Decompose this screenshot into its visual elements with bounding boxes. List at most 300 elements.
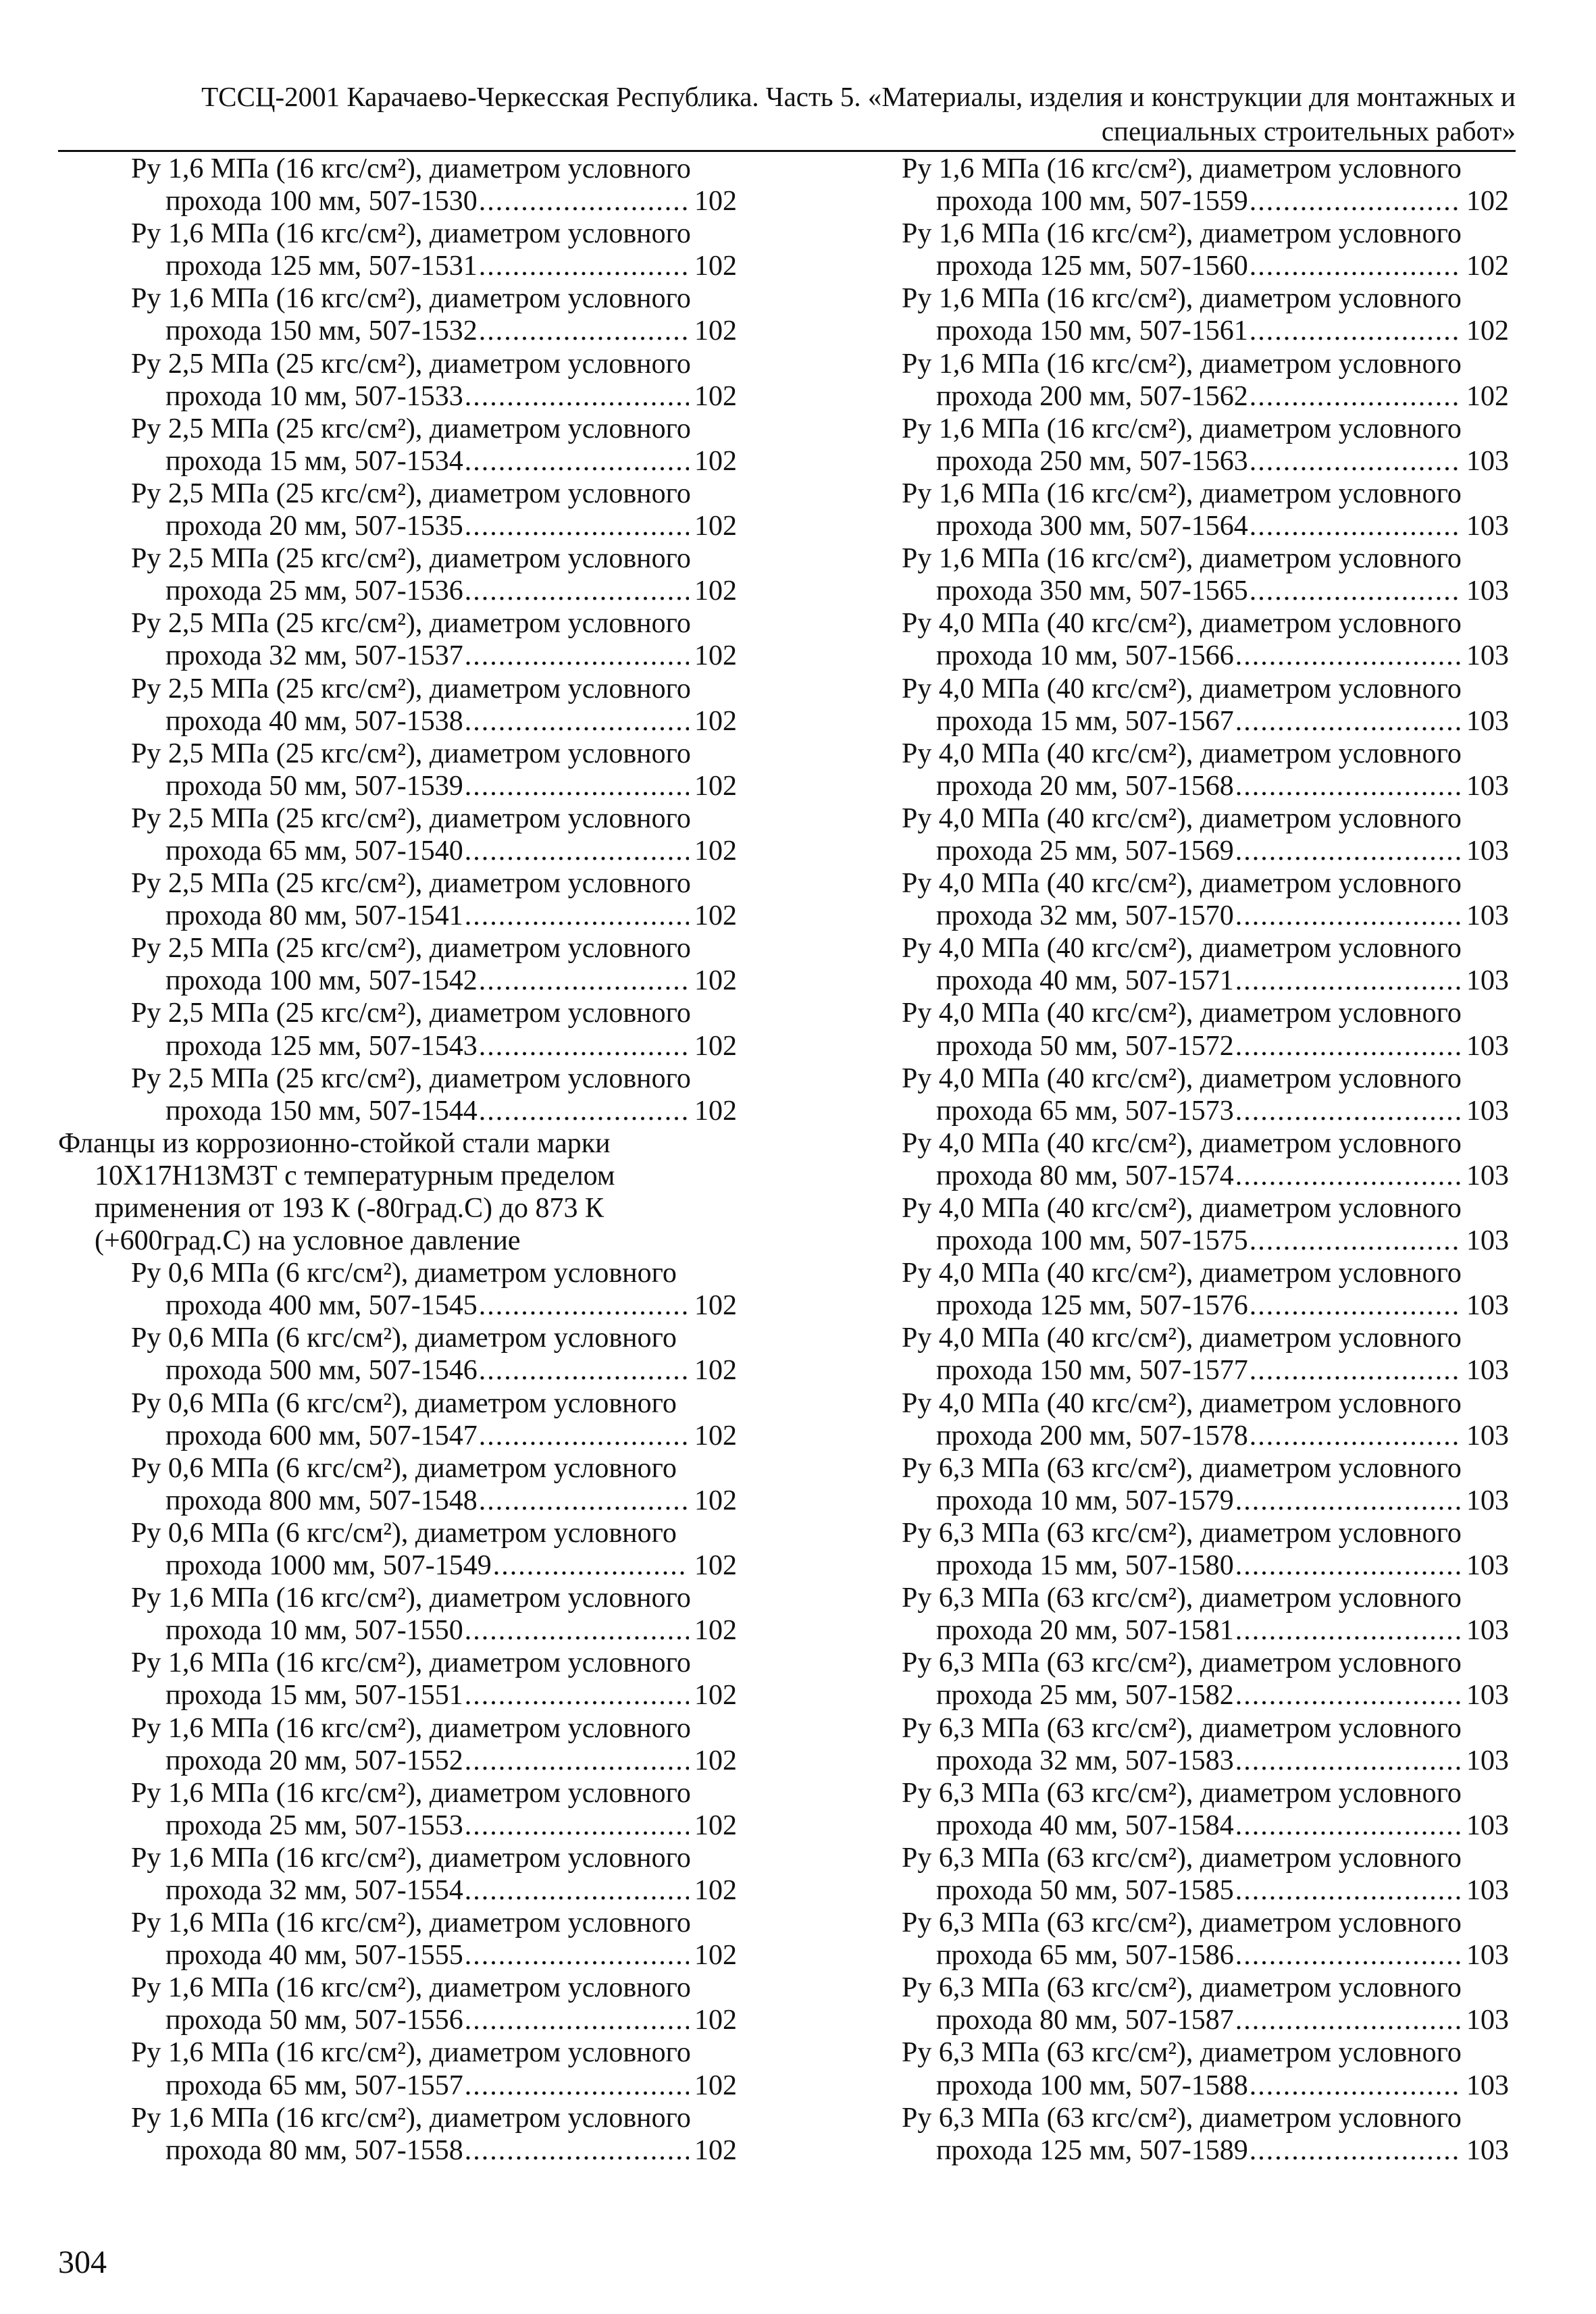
index-entry-line1: Ру 1,6 МПа (16 кгс/см²), диаметром условного: [131, 283, 691, 315]
dot-leader: [465, 640, 689, 672]
page-ref: 103: [1466, 835, 1509, 867]
index-entry-line2: [58, 900, 737, 932]
entry-text: прохода 100 мм, 507-1542: [165, 965, 478, 997]
index-entry-line2: [58, 1354, 737, 1387]
index-entry-line1: Ру 4,0 МПа (40 кгс/см²), диаметром условного: [902, 1193, 1462, 1224]
index-entry-line2: [902, 1549, 1509, 1582]
page-ref: 102: [694, 1680, 737, 1712]
index-entry-line2: [58, 250, 737, 282]
index-entry-line2: [58, 1549, 737, 1582]
index-entry-line1: Ру 4,0 МПа (40 кгс/см²), диаметром условного: [902, 738, 1462, 769]
index-entry-line2: [902, 900, 1509, 932]
page-ref: 103: [1466, 1355, 1509, 1387]
dot-leader: [465, 1874, 689, 1907]
index-entry-line2: [902, 1679, 1509, 1712]
index-entry-line2: [58, 2134, 737, 2167]
dot-leader: [479, 315, 689, 347]
dot-leader: [1235, 1095, 1461, 1127]
index-entry-line1: Ру 1,6 МПа (16 кгс/см²), диаметром условного: [131, 2102, 691, 2134]
running-header: [58, 80, 1516, 149]
entry-text: прохода 25 мм, 507-1553: [165, 1809, 463, 1841]
entry-text: прохода 32 мм, 507-1583: [936, 1745, 1234, 1776]
dot-leader: [479, 250, 689, 282]
index-entry-line1: Ру 6,3 МПа (63 кгс/см²), диаметром условного: [902, 2102, 1462, 2134]
entry-text: прохода 20 мм, 507-1581: [936, 1615, 1234, 1647]
page-ref: 103: [1466, 1615, 1509, 1647]
index-entry-line1: Ру 1,6 МПа (16 кгс/см²), диаметром условного: [902, 348, 1462, 380]
entry-text: прохода 20 мм, 507-1552: [165, 1745, 463, 1776]
index-entry-line1: Ру 4,0 МПа (40 кгс/см²), диаметром условного: [902, 802, 1462, 834]
entry-text: прохода 150 мм, 507-1577: [936, 1355, 1248, 1387]
index-entry-line2: [58, 1289, 737, 1322]
entry-text: прохода 125 мм, 507-1589: [936, 2134, 1248, 2166]
page-ref: 103: [1466, 445, 1509, 477]
entry-text: прохода 15 мм, 507-1551: [165, 1680, 463, 1712]
group-heading-line: применения от 193 К (-80град.С) до 873 К: [95, 1193, 604, 1224]
index-entry-line1: Ру 1,6 МПа (16 кгс/см²), диаметром условного: [902, 218, 1462, 250]
index-entry-line2: [58, 770, 737, 802]
page-ref: 103: [1466, 1745, 1509, 1776]
dot-leader: [1250, 185, 1461, 217]
dot-leader: [465, 2004, 689, 2036]
index-entry-line2: [58, 640, 737, 672]
index-entry-line2: [902, 1160, 1509, 1192]
entry-text: прохода 150 мм, 507-1544: [165, 1095, 478, 1127]
page-ref: 102: [694, 1420, 737, 1451]
page-ref: 102: [694, 1030, 737, 1062]
index-entry-line1: Ру 0,6 МПа (6 кгс/см²), диаметром условного: [131, 1322, 677, 1354]
index-entry-line1: Ру 6,3 МПа (63 кгс/см²), диаметром условного: [902, 1777, 1462, 1809]
entry-text: прохода 25 мм, 507-1536: [165, 575, 463, 607]
page-ref: 102: [694, 1550, 737, 1582]
header-line-1: ТССЦ-2001 Карачаево-Черкесская Республика. Часть 5. «Материалы, изделия и конструкции для монтажных и: [201, 81, 1516, 112]
dot-leader: [1250, 510, 1461, 542]
entry-text: прохода 100 мм, 507-1588: [936, 2069, 1248, 2101]
index-entry-line2: [58, 1485, 737, 1517]
index-entry-line1: Ру 2,5 МПа (25 кгс/см²), диаметром условного: [131, 998, 691, 1029]
entry-text: прохода 25 мм, 507-1569: [936, 835, 1234, 867]
entry-text: прохода 125 мм, 507-1560: [936, 251, 1248, 282]
page-ref: 102: [694, 770, 737, 802]
group-heading-line: (+600град.С) на условное давление: [95, 1225, 521, 1257]
page-ref: 102: [694, 835, 737, 867]
entry-text: прохода 65 мм, 507-1540: [165, 835, 463, 867]
index-entry-line2: [902, 835, 1509, 867]
index-entry-line1: Ру 4,0 МПа (40 кгс/см²), диаметром условного: [902, 933, 1462, 965]
dot-leader: [1235, 1809, 1461, 1842]
dot-leader: [465, 2069, 689, 2102]
index-entry-line1: Ру 2,5 МПа (25 кгс/см²), диаметром условного: [131, 1062, 691, 1094]
index-entry-line2: [58, 1939, 737, 1972]
page-ref: 102: [694, 1615, 737, 1647]
page-ref: 103: [1466, 1485, 1509, 1516]
index-entry-line2: [58, 315, 737, 347]
entry-text: прохода 80 мм, 507-1587: [936, 2005, 1234, 2036]
index-entry-line1: Ру 2,5 МПа (25 кгс/см²), диаметром условного: [131, 933, 691, 965]
page-ref: 103: [1466, 965, 1509, 997]
index-entry-line2: [58, 1874, 737, 1907]
index-entry-line2: [902, 705, 1509, 738]
index-entry-line1: Ру 6,3 МПа (63 кгс/см²), диаметром условного: [902, 1712, 1462, 1744]
dot-leader: [465, 770, 689, 802]
page-ref: 103: [1466, 1290, 1509, 1322]
index-entry-line2: [58, 2004, 737, 2036]
dot-leader: [479, 1030, 689, 1062]
index-entry-line1: Ру 1,6 МПа (16 кгс/см²), диаметром условного: [902, 153, 1462, 184]
page-ref: 103: [1466, 575, 1509, 607]
page-ref: 103: [1466, 1160, 1509, 1191]
page-ref: 102: [1466, 251, 1509, 282]
entry-text: прохода 32 мм, 507-1537: [165, 640, 463, 672]
entry-text: прохода 125 мм, 507-1543: [165, 1030, 478, 1062]
index-entry-line1: Ру 6,3 МПа (63 кгс/см²), диаметром условного: [902, 1647, 1462, 1679]
page-ref: 102: [694, 1940, 737, 1972]
index-entry-line1: Ру 6,3 МПа (63 кгс/см²), диаметром условного: [902, 1842, 1462, 1874]
page-ref: 102: [694, 1485, 737, 1516]
index-entry-line2: [58, 510, 737, 542]
entry-text: прохода 40 мм, 507-1571: [936, 965, 1234, 997]
page-ref: 103: [1466, 2005, 1509, 2036]
entry-text: прохода 50 мм, 507-1556: [165, 2005, 463, 2036]
page-ref: 102: [694, 965, 737, 997]
index-entry-line1: Ру 4,0 МПа (40 кгс/см²), диаметром условного: [902, 868, 1462, 900]
page-ref: 103: [1466, 1874, 1509, 1906]
entry-text: прохода 20 мм, 507-1568: [936, 770, 1234, 802]
dot-leader: [1235, 1030, 1461, 1062]
entry-text: прохода 10 мм, 507-1579: [936, 1485, 1234, 1516]
index-entry-line1: Ру 1,6 МПа (16 кгс/см²), диаметром условного: [131, 1907, 691, 1939]
dot-leader: [479, 185, 689, 217]
entry-text: прохода 20 мм, 507-1535: [165, 511, 463, 542]
dot-leader: [1250, 575, 1461, 607]
index-entry-line1: Ру 2,5 МПа (25 кгс/см²), диаметром условного: [131, 478, 691, 509]
index-entry-line1: Ру 2,5 МПа (25 кгс/см²), диаметром условного: [131, 673, 691, 704]
dot-leader: [1235, 1874, 1461, 1907]
entry-text: прохода 200 мм, 507-1562: [936, 380, 1248, 412]
index-entry-line2: [58, 1745, 737, 1777]
page-ref: 102: [1466, 315, 1509, 347]
left-column: [58, 153, 737, 2167]
index-entry-line1: Ру 6,3 МПа (63 кгс/см²), диаметром условного: [902, 1583, 1462, 1614]
dot-leader: [1235, 705, 1461, 738]
page-ref: 102: [694, 186, 737, 217]
page-ref: 103: [1466, 2069, 1509, 2101]
dot-leader: [1235, 835, 1461, 867]
index-entry-line1: Ру 2,5 МПа (25 кгс/см²), диаметром условного: [131, 413, 691, 444]
dot-leader: [1250, 1420, 1461, 1452]
page-ref: 102: [694, 251, 737, 282]
index-entry-line2: [58, 1679, 737, 1712]
dot-leader: [465, 705, 689, 738]
index-entry-line1: Ру 1,6 МПа (16 кгс/см²), диаметром условного: [131, 2037, 691, 2069]
index-entry-line1: Ру 0,6 МПа (6 кгс/см²), диаметром условного: [131, 1517, 677, 1549]
index-entry-line2: [902, 575, 1509, 607]
entry-text: прохода 200 мм, 507-1578: [936, 1420, 1248, 1451]
index-entry-line1: Ру 6,3 МПа (63 кгс/см²), диаметром условного: [902, 1907, 1462, 1939]
entry-text: прохода 125 мм, 507-1531: [165, 251, 478, 282]
index-entry-line1: Ру 4,0 МПа (40 кгс/см²), диаметром условного: [902, 1387, 1462, 1419]
entry-text: прохода 10 мм, 507-1566: [936, 640, 1234, 672]
page-ref: 103: [1466, 1225, 1509, 1257]
dot-leader: [1235, 1614, 1461, 1647]
dot-leader: [1235, 1939, 1461, 1972]
entry-text: прохода 15 мм, 507-1534: [165, 445, 463, 477]
entry-text: прохода 40 мм, 507-1538: [165, 705, 463, 737]
dot-leader: [465, 445, 689, 478]
page-ref: 102: [694, 1809, 737, 1841]
dot-leader: [1250, 315, 1461, 347]
dot-leader: [1250, 380, 1461, 413]
index-entry-line2: [58, 575, 737, 607]
dot-leader: [1235, 640, 1461, 672]
page-ref: 103: [1466, 1420, 1509, 1451]
index-entry-line1: Ру 4,0 МПа (40 кгс/см²), диаметром условного: [902, 673, 1462, 704]
index-entry-line1: Ру 1,6 МПа (16 кгс/см²), диаметром условного: [131, 1842, 691, 1874]
dot-leader: [493, 1549, 689, 1582]
entry-text: прохода 350 мм, 507-1565: [936, 575, 1248, 607]
index-entry-line1: Ру 4,0 МПа (40 кгс/см²), диаметром условного: [902, 1258, 1462, 1289]
dot-leader: [1250, 250, 1461, 282]
index-entry-line2: [902, 1420, 1509, 1452]
index-entry-line2: [902, 2004, 1509, 2036]
entry-text: прохода 15 мм, 507-1580: [936, 1550, 1234, 1582]
index-entry-line2: [58, 1420, 737, 1452]
dot-leader: [1235, 1745, 1461, 1777]
index-entry-line2: [58, 1030, 737, 1062]
dot-leader: [1235, 900, 1461, 932]
page-ref: 102: [694, 380, 737, 412]
header-line-2: специальных строительных работ»: [1101, 115, 1516, 147]
index-entry-line2: [58, 380, 737, 413]
right-column: [902, 153, 1509, 2167]
index-entry-line2: [902, 1289, 1509, 1322]
dot-leader: [465, 1809, 689, 1842]
dot-leader: [465, 1939, 689, 1972]
page-ref: 102: [694, 1095, 737, 1127]
page-ref: 103: [1466, 1680, 1509, 1712]
entry-text: прохода 500 мм, 507-1546: [165, 1355, 478, 1387]
dot-leader: [1235, 1549, 1461, 1582]
index-entry-line1: Ру 1,6 МПа (16 кгс/см²), диаметром условного: [131, 153, 691, 184]
index-entry-line2: [902, 965, 1509, 997]
entry-text: прохода 80 мм, 507-1558: [165, 2134, 463, 2166]
index-entry-line2: [58, 185, 737, 217]
index-entry-line2: [902, 1485, 1509, 1517]
page-ref: 102: [1466, 186, 1509, 217]
entry-text: прохода 25 мм, 507-1582: [936, 1680, 1234, 1712]
dot-leader: [479, 1485, 689, 1517]
dot-leader: [1250, 1289, 1461, 1322]
dot-leader: [1250, 1354, 1461, 1387]
index-entry-line1: Ру 6,3 МПа (63 кгс/см²), диаметром условного: [902, 1972, 1462, 2004]
index-entry-line1: Ру 4,0 МПа (40 кгс/см²), диаметром условного: [902, 1322, 1462, 1354]
dot-leader: [465, 1614, 689, 1647]
dot-leader: [1250, 2134, 1461, 2167]
index-entry-line1: Ру 2,5 МПа (25 кгс/см²), диаметром условного: [131, 543, 691, 575]
entry-text: прохода 40 мм, 507-1584: [936, 1809, 1234, 1841]
index-entry-line2: [902, 2134, 1509, 2167]
entry-text: прохода 100 мм, 507-1559: [936, 186, 1248, 217]
page-ref: 102: [694, 1874, 737, 1906]
page-ref: 102: [694, 511, 737, 542]
index-entry-line1: Ру 1,6 МПа (16 кгс/см²), диаметром условного: [902, 543, 1462, 575]
page-ref: 103: [1466, 1809, 1509, 1841]
entry-text: прохода 65 мм, 507-1557: [165, 2069, 463, 2101]
index-entry-line1: Ру 1,6 МПа (16 кгс/см²), диаметром условного: [131, 1777, 691, 1809]
index-entry-line2: [902, 185, 1509, 217]
index-entry-line1: Ру 1,6 МПа (16 кгс/см²), диаметром условного: [902, 283, 1462, 315]
dot-leader: [1235, 2004, 1461, 2036]
page-ref: 102: [694, 315, 737, 347]
dot-leader: [465, 510, 689, 542]
entry-text: прохода 600 мм, 507-1547: [165, 1420, 478, 1451]
index-entry-line1: Ру 0,6 МПа (6 кгс/см²), диаметром условного: [131, 1387, 677, 1419]
page-ref: 103: [1466, 900, 1509, 932]
index-entry-line2: [902, 1939, 1509, 1972]
index-entry-line2: [902, 1809, 1509, 1842]
index-entry-line2: [58, 965, 737, 997]
entry-text: прохода 250 мм, 507-1563: [936, 445, 1248, 477]
index-entry-line1: Ру 2,5 МПа (25 кгс/см²), диаметром условного: [131, 348, 691, 380]
entry-text: прохода 10 мм, 507-1550: [165, 1615, 463, 1647]
index-entry-line1: Ру 1,6 МПа (16 кгс/см²), диаметром условного: [131, 1647, 691, 1679]
dot-leader: [465, 1679, 689, 1712]
dot-leader: [465, 835, 689, 867]
dot-leader: [465, 380, 689, 413]
dot-leader: [479, 965, 689, 997]
entry-text: прохода 32 мм, 507-1570: [936, 900, 1234, 932]
index-entry-line2: [58, 1809, 737, 1842]
index-entry-line2: [902, 1874, 1509, 1907]
entry-text: прохода 32 мм, 507-1554: [165, 1874, 463, 1906]
entry-text: прохода 150 мм, 507-1532: [165, 315, 478, 347]
dot-leader: [1250, 445, 1461, 478]
index-entry-line2: [902, 510, 1509, 542]
page-ref: 103: [1466, 640, 1509, 672]
dot-leader: [1235, 770, 1461, 802]
entry-text: прохода 300 мм, 507-1564: [936, 511, 1248, 542]
page-number: 304: [58, 2244, 107, 2280]
page-ref: 102: [694, 705, 737, 737]
dot-leader: [1235, 1160, 1461, 1192]
page-ref: 103: [1466, 1550, 1509, 1582]
page-ref: 103: [1466, 1940, 1509, 1972]
dot-leader: [465, 900, 689, 932]
dot-leader: [479, 1420, 689, 1452]
entry-text: прохода 80 мм, 507-1574: [936, 1160, 1234, 1191]
index-entry-line2: [902, 770, 1509, 802]
index-entry-line2: [902, 1095, 1509, 1127]
index-entry-line2: [902, 2069, 1509, 2102]
page-ref: 103: [1466, 511, 1509, 542]
index-entry-line1: Ру 2,5 МПа (25 кгс/см²), диаметром условного: [131, 868, 691, 900]
entry-text: прохода 10 мм, 507-1533: [165, 380, 463, 412]
index-entry-line2: [902, 1614, 1509, 1647]
index-entry-line1: Ру 4,0 МПа (40 кгс/см²), диаметром условного: [902, 608, 1462, 640]
dot-leader: [1235, 1485, 1461, 1517]
group-heading-line: 10Х17Н13М3Т с температурным пределом: [95, 1160, 615, 1191]
index-entry-line2: [58, 705, 737, 738]
dot-leader: [1250, 2069, 1461, 2102]
index-entry-line2: [902, 315, 1509, 347]
dot-leader: [479, 1354, 689, 1387]
page-ref: 102: [694, 2005, 737, 2036]
index-entry-line2: [58, 835, 737, 867]
index-entry-line2: [902, 1225, 1509, 1257]
page-ref: 102: [694, 1355, 737, 1387]
entry-text: прохода 150 мм, 507-1561: [936, 315, 1248, 347]
dot-leader: [465, 575, 689, 607]
entry-text: прохода 50 мм, 507-1585: [936, 1874, 1234, 1906]
entry-text: прохода 50 мм, 507-1539: [165, 770, 463, 802]
entry-text: прохода 65 мм, 507-1573: [936, 1095, 1234, 1127]
dot-leader: [479, 1289, 689, 1322]
index-entry-line1: Ру 6,3 МПа (63 кгс/см²), диаметром условного: [902, 2037, 1462, 2069]
index-entry-line1: Ру 6,3 МПа (63 кгс/см²), диаметром условного: [902, 1452, 1462, 1484]
index-entry-line1: Ру 0,6 МПа (6 кгс/см²), диаметром условного: [131, 1258, 677, 1289]
entry-text: прохода 15 мм, 507-1567: [936, 705, 1234, 737]
page-ref: 102: [694, 640, 737, 672]
index-entry-line1: Ру 1,6 МПа (16 кгс/см²), диаметром условного: [131, 218, 691, 250]
entry-text: прохода 100 мм, 507-1575: [936, 1225, 1248, 1257]
dot-leader: [479, 1095, 689, 1127]
index-entry-line1: Ру 6,3 МПа (63 кгс/см²), диаметром условного: [902, 1517, 1462, 1549]
index-entry-line2: [58, 445, 737, 478]
entry-text: прохода 50 мм, 507-1572: [936, 1030, 1234, 1062]
page-ref: 102: [694, 1745, 737, 1776]
index-entry-line1: Ру 2,5 МПа (25 кгс/см²), диаметром условного: [131, 738, 691, 769]
index-entry-line1: Ру 1,6 МПа (16 кгс/см²), диаметром условного: [131, 1712, 691, 1744]
index-entry-line1: Ру 4,0 МПа (40 кгс/см²), диаметром условного: [902, 1062, 1462, 1094]
entry-text: прохода 100 мм, 507-1530: [165, 186, 478, 217]
index-entry-line2: [902, 1745, 1509, 1777]
index-entry-line2: [58, 2069, 737, 2102]
page-ref: 102: [694, 445, 737, 477]
entry-text: прохода 65 мм, 507-1586: [936, 1940, 1234, 1972]
index-entry-line2: [902, 1030, 1509, 1062]
page-ref: 103: [1466, 1095, 1509, 1127]
page-ref: 102: [694, 1290, 737, 1322]
index-entry-line2: [902, 445, 1509, 478]
group-heading-line: Фланцы из коррозионно-стойкой стали марки: [58, 1127, 611, 1159]
entry-text: прохода 800 мм, 507-1548: [165, 1485, 478, 1516]
dot-leader: [1235, 965, 1461, 997]
index-entry-line2: [902, 1354, 1509, 1387]
index-entry-line1: Ру 0,6 МПа (6 кгс/см²), диаметром условного: [131, 1452, 677, 1484]
page-ref: 102: [694, 900, 737, 932]
index-entry-line2: [902, 380, 1509, 413]
page-ref: 102: [694, 2134, 737, 2166]
page-ref: 103: [1466, 1030, 1509, 1062]
header-rule: [58, 150, 1516, 152]
index-entry-line1: Ру 1,6 МПа (16 кгс/см²), диаметром условного: [902, 478, 1462, 509]
index-entry-line2: [902, 640, 1509, 672]
page-ref: 102: [1466, 380, 1509, 412]
dot-leader: [1250, 1225, 1461, 1257]
page-ref: 103: [1466, 2134, 1509, 2166]
entry-text: прохода 400 мм, 507-1545: [165, 1290, 478, 1322]
dot-leader: [1235, 1679, 1461, 1712]
index-entry-line1: Ру 4,0 МПа (40 кгс/см²), диаметром условного: [902, 1127, 1462, 1159]
index-entry-line1: Ру 1,6 МПа (16 кгс/см²), диаметром условного: [131, 1583, 691, 1614]
entry-text: прохода 1000 мм, 507-1549: [165, 1550, 492, 1582]
page-ref: 103: [1466, 705, 1509, 737]
index-entry-line2: [902, 250, 1509, 282]
index-entry-line2: [58, 1095, 737, 1127]
entry-text: прохода 125 мм, 507-1576: [936, 1290, 1248, 1322]
entry-text: прохода 80 мм, 507-1541: [165, 900, 463, 932]
index-entry-line1: Ру 2,5 МПа (25 кгс/см²), диаметром условного: [131, 802, 691, 834]
